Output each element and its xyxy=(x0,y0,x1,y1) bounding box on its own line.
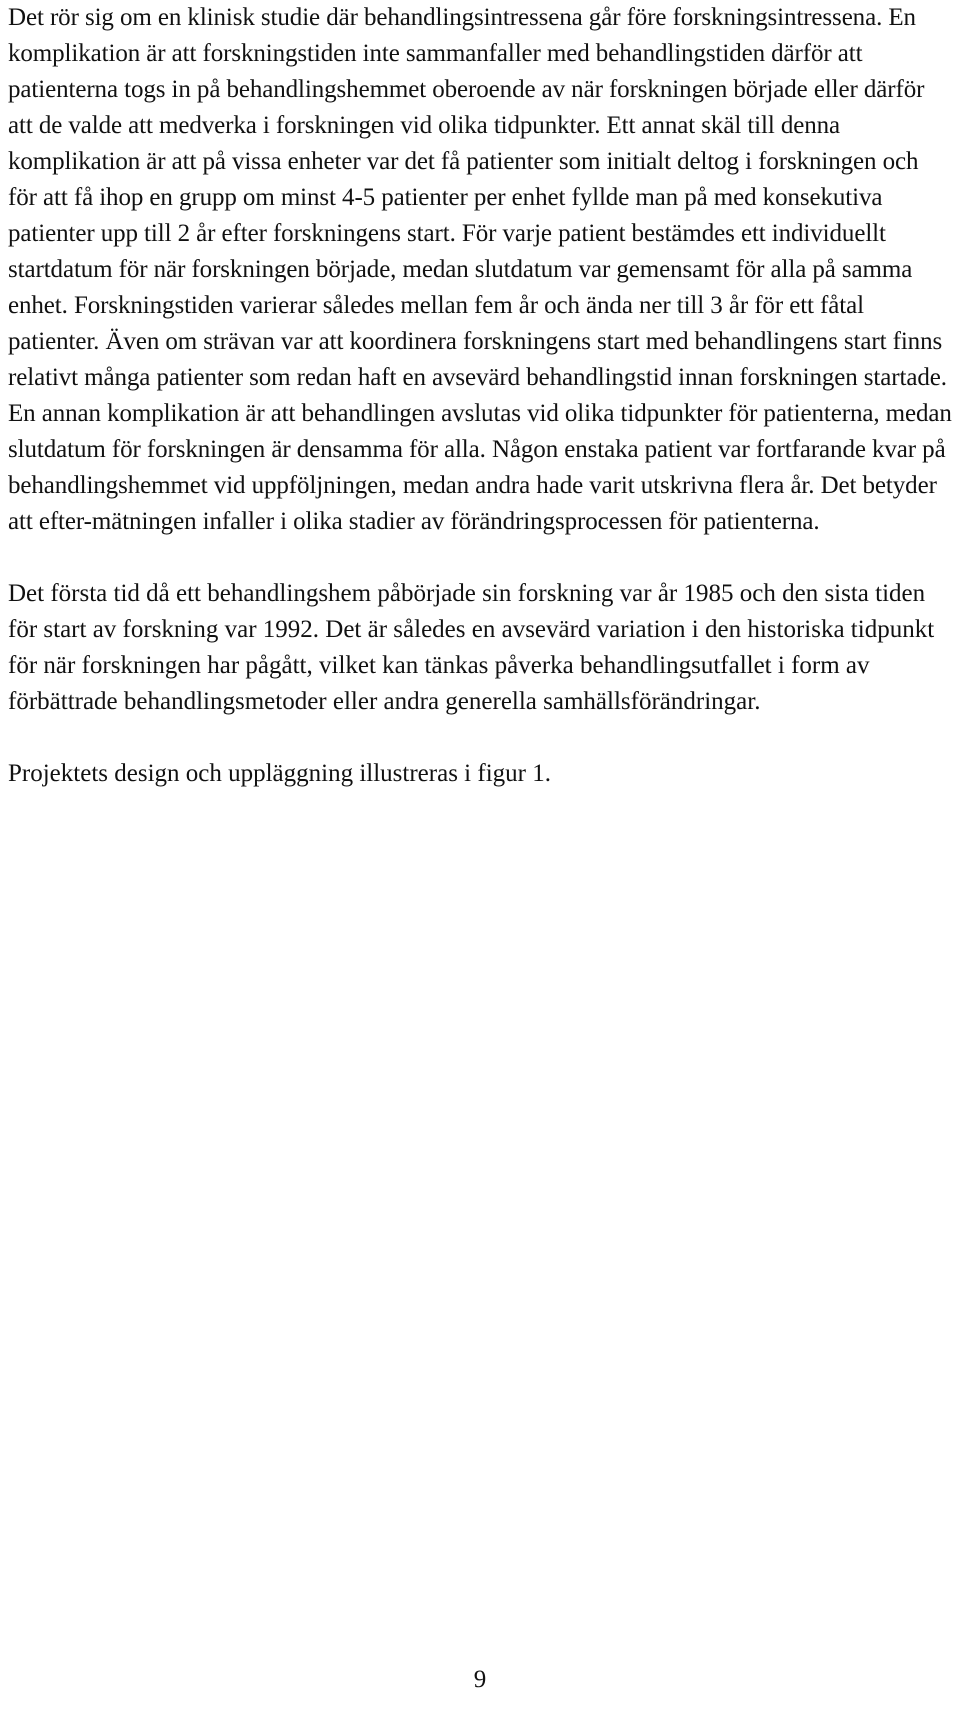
paragraph-study-design: Det rör sig om en klinisk studie där behandlingsintressena går före forskningsintressena. En komplikation är att forskningstiden inte sammanfaller med behandlingstiden därför att patienterna togs in på behandlingshemmet oberoende av när forskningen började eller därför att de valde att medverka i forskningen vid olika tidpunkter. Ett annat skäl till denna komplikation är att på vissa enheter var det få patienter som initialt deltog i forskningen och för att få ihop en grupp om minst 4-5 patienter per enhet fyllde man på med konsekutiva patienter upp till 2 år efter forskningens start. För varje patient bestämdes ett individuellt startdatum för när forskningen började, medan slutdatum var gemensamt för alla på samma enhet. Forskningstiden varierar således mellan fem år och ända ner till 3 år för ett fåtal patienter. Även om strävan var att koordinera forskningens start med behandlingens start finns relativt många patienter som redan haft en avsevärd behandlingstid innan forskningen startade. En annan komplikation är att behandlingen avslutas vid olika tidpunkter för patienterna, medan slutdatum för forskningen är densamma för alla. Någon enstaka patient var fortfarande kvar på behandlingshemmet vid uppföljningen, medan andra hade varit utskrivna flera år. Det betyder att efter-mätningen infaller i olika stadier av förändringsprocessen för patienterna. xyxy=(8,4,952,535)
page-number: 9 xyxy=(473,1666,487,1693)
paragraph-research-period: Det första tid då ett behandlingshem påbörjade sin forskning var år 1985 och den sista tiden för start av forskning var 1992. Det är således en avsevärd variation i den historiska tidpunkt för när forskningen har pågått, vilket kan tänkas påverka behandlingsutfallet i form av förbättrade behandlingsmetoder eller andra generella samhällsförändringar. xyxy=(8,580,935,715)
paragraph-figure-reference: Projektets design och uppläggning illustreras i figur 1. xyxy=(8,760,551,787)
paragraph-spacer xyxy=(8,540,952,576)
paragraph-spacer xyxy=(8,720,952,756)
body-text xyxy=(8,0,952,792)
